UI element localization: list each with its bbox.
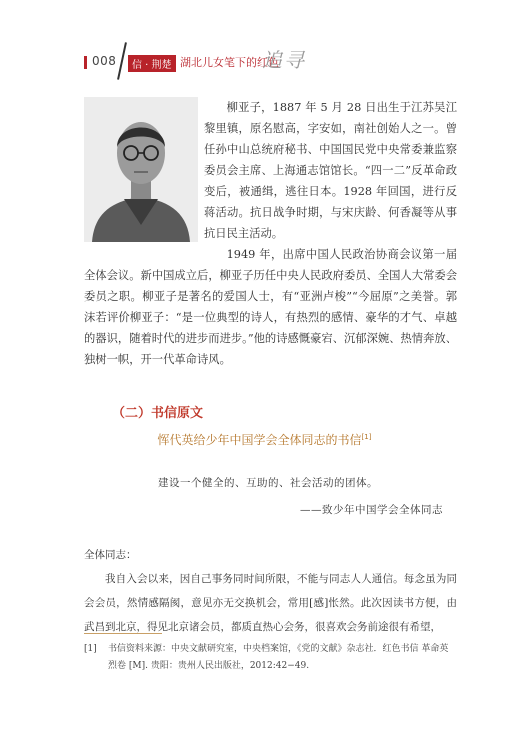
letter-title xyxy=(0,431,529,448)
letter-body xyxy=(84,543,457,639)
footnote xyxy=(84,641,457,675)
letter-title-text: 恽代英给少年中国学会全体同志的书信 xyxy=(157,433,362,447)
footnote-ref: [1] xyxy=(361,433,372,441)
book-title-script: 追寻 xyxy=(262,48,306,72)
footnote-divider xyxy=(84,633,162,634)
footnote-text: 书信资料来源：中央文献研究室，中央档案馆，《党的文献》杂志社．红色书信 革命英烈卷 [M]. 贵阳：贵州人民出版社，2012:42−49. xyxy=(108,644,449,671)
biography-text xyxy=(84,97,457,370)
book-title: 湖北儿女笔下的红色 xyxy=(180,56,279,69)
footnote-number: [1] xyxy=(84,644,97,654)
motto: 建设一个健全的、互助的、社会活动的团体。 xyxy=(158,477,378,489)
section-heading: （二）书信原文 xyxy=(112,406,204,421)
series-tag: 信 · 荆楚 xyxy=(128,55,176,72)
page-number: 008 xyxy=(92,54,117,68)
biography-paragraph: 1949 年，出席中国人民政治协商会议第一届全体会议。新中国成立后，柳亚子历任中央人民政府委员、全国人大常委会委员之职。柳亚子是著名的爱国人士，有“亚洲卢梭”“今屈原”之美誉。郭沫若评价柳亚子：“是一位典型的诗人，有热烈的感情、豪华的才气、卓越的器识，随着时代的进步而进步。”他的诗感慨豪宕、沉郁深婉、热情奔放、独树一帜，开一代革命诗风。 xyxy=(84,248,457,366)
letter-salutation: 全体同志： xyxy=(84,549,137,561)
header-divider xyxy=(117,42,127,80)
biography-paragraph: 柳亚子，1887 年 5 月 28 日出生于江苏吴江黎里镇，原名慰高，字安如，南社创始人之一。曾任孙中山总统府秘书、中国国民党中央常委兼监察委员会主席、上海通志馆馆长。“四一二”反革命政变后，被通缉，逃往日本。1928 年回国，进行反蒋活动。抗日战争时期，与宋庆龄、何香凝等从事抗日民主活动。 xyxy=(204,101,457,240)
motto-signature: ——致少年中国学会全体同志 xyxy=(300,504,443,516)
letter-paragraph: 我自入会以来，因自己事务同时间所限，不能与同志人人通信。每念虽为同会会员，然情感隔阂，意见亦无交换机会，常用[感]怅然。此次因读书方便，由武昌到北京，得见北京诸会员，都质直热心会务，很喜欢会务前途很有希望， xyxy=(84,573,457,633)
header-accent-bar xyxy=(84,56,87,69)
running-header xyxy=(84,48,334,72)
